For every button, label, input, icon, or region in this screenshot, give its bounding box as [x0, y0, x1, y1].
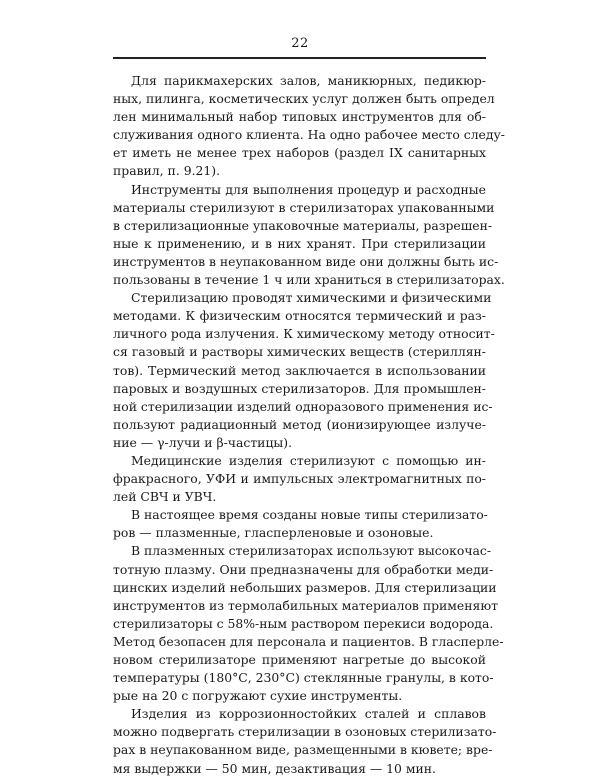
text-line: ные к применению, и в них хранят. При стерилизации [113, 235, 486, 251]
text-line: ние — γ-лучи и β-частицы). [113, 434, 293, 450]
text-line: пользованы в течение 1 ч или храниться в стерилизаторах. [113, 272, 505, 288]
text-line: Изделия из коррозионностойких сталей и сплавов [131, 706, 486, 722]
text-line: правил, п. 9.21). [113, 163, 221, 179]
text-line: Для парикмахерских залов, маникюрных, педикюр- [131, 73, 486, 88]
paragraph [113, 542, 504, 705]
paragraph [113, 181, 505, 290]
text-line: инструментов в неупакованном виде они должны быть ис- [113, 253, 499, 269]
text-line: Стерилизацию проводят химическими и физическими [131, 290, 492, 306]
text-line: цинских изделий небольших размеров. Для стерилизации [113, 579, 497, 595]
text-line: В плазменных стерилизаторах используют высокочас- [131, 543, 492, 559]
text-line: служивания одного клиента. На одно рабочее место следу- [113, 127, 505, 143]
text-line: лен минимальный набор типовых инструментов для об- [113, 109, 486, 125]
text-line: лей СВЧ и УВЧ. [113, 489, 217, 505]
text-line: мя выдержки — 50 мин, дезактивация — 10 мин. [113, 760, 436, 776]
text-line: пользуют радиационный метод (ионизирующее излуче- [113, 416, 486, 432]
text-line: тов). Термический метод заключается в использовании [113, 362, 486, 378]
paragraph [113, 506, 486, 542]
text-line: рые на 20 с погружают сухие инструменты. [113, 688, 403, 704]
text-line: ной стерилизации изделий одноразового применения ис- [113, 398, 493, 414]
paragraph [113, 289, 495, 452]
text-line: паровых и воздушных стерилизаторов. Для промышлен- [113, 380, 486, 396]
text-line: Метод безопасен для персонала и пациентов. В гласперле- [113, 633, 504, 649]
paragraph [113, 452, 486, 506]
text-line: личного рода излучения. К химическому методу относит- [113, 326, 495, 342]
text-line: стерилизаторы с 58%-ным раствором перекиси водорода. [113, 615, 494, 631]
text-line: температуры (180°С, 230°С) стеклянные гранулы, в кото- [113, 670, 494, 686]
text-line: Медицинские изделия стерилизуют с помощью ин- [131, 452, 486, 468]
header-rule [113, 57, 486, 59]
text-line: ных, пилинга, косметических услуг должен быть определ [113, 91, 495, 107]
text-line: рах в неупакованном виде, размещенными в кювете; вре- [113, 742, 493, 758]
text-line: инструментов из термолабильных материалов применяют [113, 597, 498, 613]
body-text [113, 72, 505, 778]
page-number: 22 [291, 36, 309, 51]
text-line: материалы стерилизуют в стерилизаторах упакованными [113, 199, 495, 215]
text-line: В настоящее время созданы новые типы стерилизато- [131, 507, 488, 523]
text-line: фракрасного, УФИ и импульсных электромагнитных по- [113, 471, 486, 487]
text-line: тотную плазму. Они предназначены для обработки меди- [113, 561, 494, 577]
text-line: методами. К физическим относятся термический и раз- [113, 308, 486, 324]
paragraph [113, 72, 505, 181]
text-line: в стерилизационные упаковочные материалы, разрешен- [113, 217, 493, 233]
text-line: Инструменты для выполнения процедур и расходные [131, 181, 486, 197]
text-line: ся газовый и растворы химических веществ (стериллян- [113, 344, 486, 360]
text-line: новом стерилизаторе применяют нагретые до высокой [113, 652, 486, 667]
text-line: можно подвергать стерилизации в озоновых стерилизато- [113, 724, 497, 740]
paragraph [113, 705, 497, 777]
text-line: ров — плазменные, гласперленовые и озоновые. [113, 525, 434, 541]
text-line: ет иметь не менее трех наборов (раздел IX санитарных [113, 145, 486, 161]
